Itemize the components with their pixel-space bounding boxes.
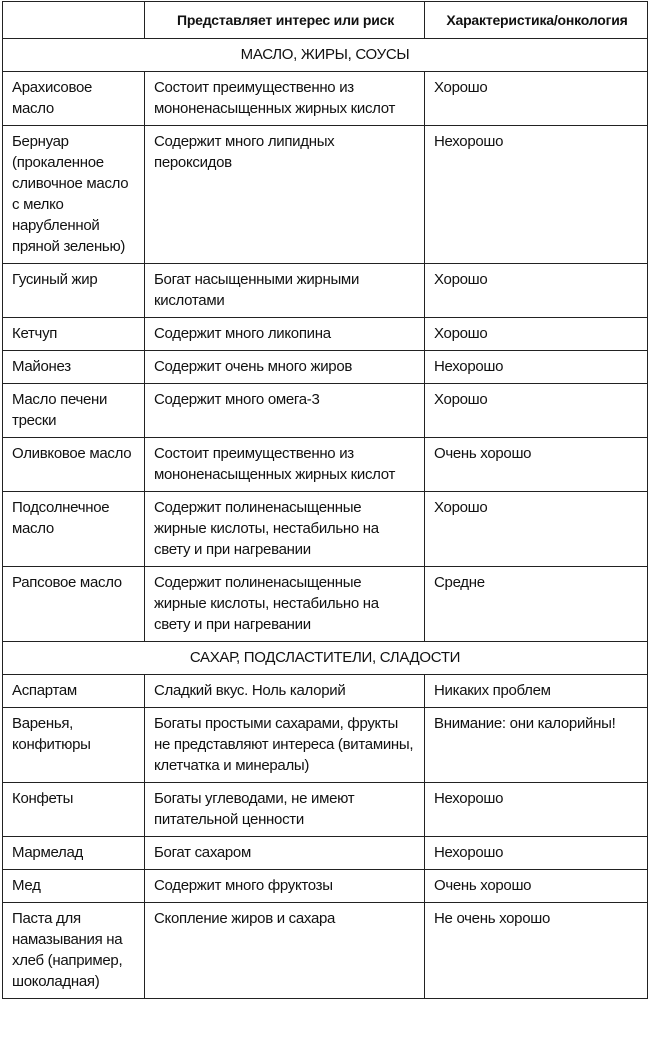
section-title: МАСЛО, ЖИРЫ, СОУСЫ — [3, 39, 648, 72]
food-name: Подсолнечное масло — [3, 492, 145, 567]
food-interest: Богаты простыми сахарами, фрукты не представляют интереса (витамины, клетчатка и минералы) — [145, 708, 425, 783]
food-interest: Содержит много омега-3 — [145, 384, 425, 438]
header-rating: Характеристика/онкология — [425, 2, 648, 39]
food-name: Кетчуп — [3, 318, 145, 351]
food-interest: Богат насыщенными жирными кислотами — [145, 264, 425, 318]
food-rating: Средне — [425, 567, 648, 642]
food-rating: Хорошо — [425, 72, 648, 126]
food-rating: Никаких проблем — [425, 675, 648, 708]
table-row — [3, 567, 648, 642]
food-name: Аспартам — [3, 675, 145, 708]
food-rating: Нехорошо — [425, 351, 648, 384]
section-row — [3, 642, 648, 675]
header-name — [3, 2, 145, 39]
table-row — [3, 903, 648, 999]
table-row — [3, 675, 648, 708]
food-interest: Состоит преимущественно из мононенасыщенных жирных кислот — [145, 72, 425, 126]
food-interest: Содержит много липидных пероксидов — [145, 126, 425, 264]
food-name: Бернуар (прокаленное сливочное масло с мелко нарубленной пряной зеленью) — [3, 126, 145, 264]
food-name: Гусиный жир — [3, 264, 145, 318]
food-name: Мармелад — [3, 837, 145, 870]
section-row — [3, 39, 648, 72]
food-name: Паста для намазывания на хлеб (например, шоколадная) — [3, 903, 145, 999]
table-row — [3, 837, 648, 870]
food-interest: Состоит преимущественно из мононенасыщенных жирных кислот — [145, 438, 425, 492]
table-row — [3, 351, 648, 384]
table-row — [3, 318, 648, 351]
food-interest: Содержит много ликопина — [145, 318, 425, 351]
table-row — [3, 708, 648, 783]
food-name: Мед — [3, 870, 145, 903]
food-name: Арахисовое масло — [3, 72, 145, 126]
table-row — [3, 438, 648, 492]
food-rating: Хорошо — [425, 318, 648, 351]
table-row — [3, 492, 648, 567]
food-interest: Содержит полиненасыщенные жирные кислоты, нестабильно на свету и при нагревании — [145, 492, 425, 567]
header-interest: Представляет интерес или риск — [145, 2, 425, 39]
table-row — [3, 126, 648, 264]
food-rating: Очень хорошо — [425, 870, 648, 903]
table-row — [3, 870, 648, 903]
food-rating: Нехорошо — [425, 783, 648, 837]
food-name: Майонез — [3, 351, 145, 384]
header-row — [3, 2, 648, 39]
table-row — [3, 384, 648, 438]
food-rating: Нехорошо — [425, 126, 648, 264]
table-row — [3, 72, 648, 126]
food-rating: Хорошо — [425, 264, 648, 318]
food-interest: Содержит очень много жиров — [145, 351, 425, 384]
food-interest: Богат сахаром — [145, 837, 425, 870]
food-rating: Внимание: они калорийны! — [425, 708, 648, 783]
section-title: САХАР, ПОДСЛАСТИТЕЛИ, СЛАДОСТИ — [3, 642, 648, 675]
table-row — [3, 264, 648, 318]
food-rating: Хорошо — [425, 384, 648, 438]
food-interest: Содержит много фруктозы — [145, 870, 425, 903]
food-name: Варенья, конфитюры — [3, 708, 145, 783]
food-interest: Сладкий вкус. Ноль калорий — [145, 675, 425, 708]
food-name: Оливковое масло — [3, 438, 145, 492]
food-name: Конфеты — [3, 783, 145, 837]
food-interest: Содержит полиненасыщенные жирные кислоты, нестабильно на свету и при нагревании — [145, 567, 425, 642]
food-rating: Нехорошо — [425, 837, 648, 870]
food-name: Рапсовое масло — [3, 567, 145, 642]
food-name: Масло печени трески — [3, 384, 145, 438]
food-interest: Богаты углеводами, не имеют питательной ценности — [145, 783, 425, 837]
table-row — [3, 783, 648, 837]
food-rating: Хорошо — [425, 492, 648, 567]
food-interest: Скопление жиров и сахара — [145, 903, 425, 999]
food-table — [2, 1, 648, 999]
food-rating: Не очень хорошо — [425, 903, 648, 999]
food-rating: Очень хорошо — [425, 438, 648, 492]
